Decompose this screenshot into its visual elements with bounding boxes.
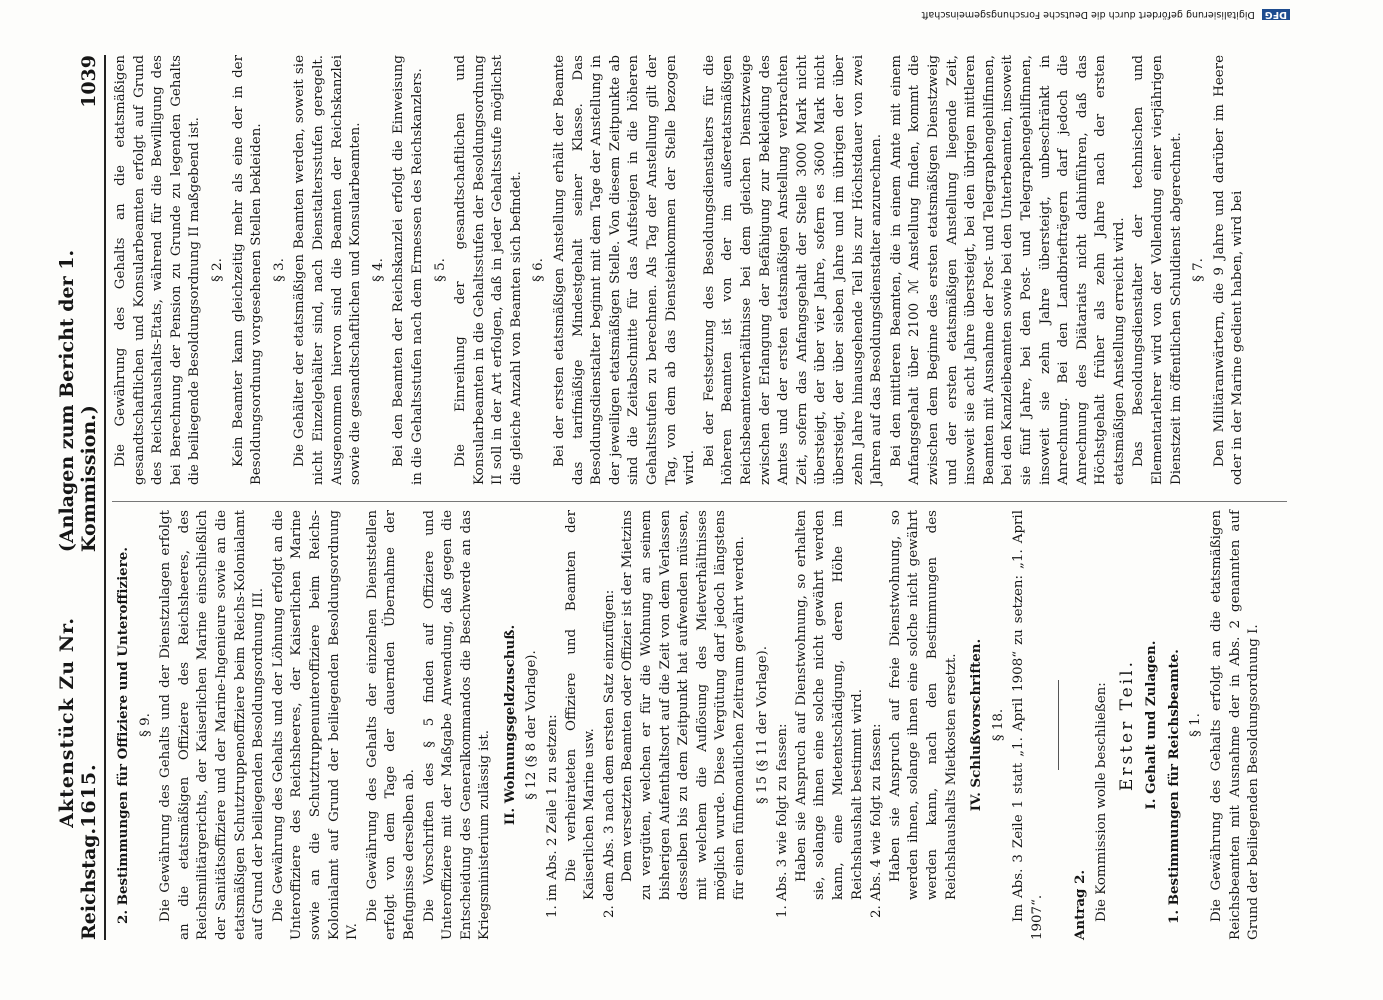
paragraph-2: Kein Beamter kann gleichzeitig mehr als eine der in der Besoldungsordnung vorgesehenen Stellen bekleiden. bbox=[230, 55, 265, 485]
paragraph-6a: Bei der ersten etatsmäßigen Anstellung erhält der Beamte das tarifmäßige Mindestgehalt seiner Klasse. Das Besoldungsdienstalter beginnt mit dem Tage der Anstellung in der jeweiligen etatsmäßigen Stelle. Von diesem Zeitpunkte ab sind die Zeitabschnitte für das Aufsteigen in die höheren Gehaltsstufen zu berechnen. Als Tag der Anstellung gilt der Tag, von dem ab das Diensteinkommen der Stelle bezogen wird. bbox=[552, 55, 698, 485]
paragraph-3: Die Gehälter der etatsmäßigen Beamten werden, soweit sie nicht Einzelgehälter sind, nach Dienstaltersstufen geregelt. Ausgenommen hiervon sind die Beamten der Reichskanzlei sowie die gesandtschaftlichen und Konsularbeamten. bbox=[292, 55, 364, 485]
item-15-1-text: Haben sie Anspruch auf Dienstwohnung, so erhalten sie, solange ihnen eine solche nicht gewährt werden kann, eine Mietentschädigung, deren Höhe im Reichshaushalt bestimmt wird. bbox=[793, 510, 865, 900]
section-iv-heading: IV. Schlußvorschriften. bbox=[968, 638, 985, 812]
paragraph-9a: Die Gewährung des Gehalts und der Dienstzulagen erfolgt an die etatsmäßigen Offiziere des Reichsheeres, des Reichsmilitärgerichts, der Kaiserlichen Marine einschließlich der Sanitätsoffiziere und der Marine-Ingenieure sowie an die etatsmäßigen Schutztruppenoffiziere beim Reichs-Kolonialamt auf Grund der beiliegenden Besoldungsordnung III. bbox=[158, 510, 267, 940]
paragraph-6c: Bei den mittleren Beamten, die in einem Amte mit einem Anfangsgehalt über 2100 ℳ Anstellung finden, kommt die zwischen dem Beginne des ersten etatsmäßigen Dienstzweig und der ersten etatsmäßigen Anstellung liegende Zeit, insoweit sie acht Jahre übersteigt, bei den übrigen mittleren Beamten mit Ausnahme der Post- und Telegraphengehilfinnen, bei den Kanzleibeamten sowie bei den Unterbeamten, insoweit sie fünf Jahre, bei den Post- und Telegraphengehilfinnen, insoweit sie zehn Jahre übersteigt, unbeschränkt in Anrechnung. Bei den Landbriefträgern darf jedoch die Anrechnung des Diätariats nicht dahinführen, daß das Höchstgehalt früher als zehn Jahre nach der ersten etatsmäßigen Anstellung erreicht wird. bbox=[888, 55, 1127, 485]
dfg-logo: DFG bbox=[1262, 9, 1290, 20]
paragraph-6d: Das Besoldungsdienstalter der technischen und Elementarlehrer wird von der Vollendung einer vierjährigen Dienstzeit im öffentlichen Schuldienst abgerechnet. bbox=[1131, 55, 1184, 485]
section-3: § 3. bbox=[271, 258, 287, 282]
item-15-2: 2. Abs. 4 wie folgt zu fassen: bbox=[869, 723, 885, 918]
section-7: § 7. bbox=[1191, 258, 1207, 282]
right-column bbox=[112, 55, 1249, 485]
dfg-credit bbox=[870, 9, 1290, 20]
paragraph-6b: Bei der Festsetzung des Besoldungsdienstalters für die höheren Beamten ist von der im außeretatsmäßigen Reichsbeamtenverhältnisse bei dem gleichen Dienstzweige zwischen der Erlangung der Befähigung zur Bekleidung des Amtes und der ersten etatsmäßigen Anstellung verbrachten Zeit, sofern das Anfangsgehalt der Stelle 3000 Mark nicht übersteigt, der über vier Jahre, sofern es 3600 Mark nicht übersteigt, der über sieben Jahre und im übrigen der über zehn Jahre hinausgehende Teil bis zur Höchstdauer von zwei Jahren auf das Besoldungsdienstalter anzurechnen. bbox=[701, 55, 885, 485]
kommission-text: Die Kommission wolle beschließen: bbox=[1094, 682, 1110, 922]
gehalt-heading: I. Gehalt und Zulagen. bbox=[1143, 640, 1160, 810]
item-12-1: 1. im Abs. 2 Zeile 1 zu setzen: bbox=[545, 714, 561, 918]
paragraph-1b: Die Gewährung des Gehalts an die etatsmäßigen gesandtschaftlichen und Konsularbeamten erfolgt auf Grund des Reichshaushalts-Etats, während für die Bewilligung des bei Berechnung der Pension zu Grunde zu legenden Gehalts die beiliegende Besoldungsordnung II maßgebend ist. bbox=[113, 55, 203, 485]
antrag-heading: Antrag 2. bbox=[1071, 869, 1088, 940]
section-18: § 18. bbox=[990, 708, 1006, 742]
page-header bbox=[56, 55, 106, 940]
paragraph-7: Den Militäranwärtern, die 9 Jahre und darüber im Heere oder in der Marine gedient haben, wird bei bbox=[1211, 55, 1246, 485]
paragraph-18: Im Abs. 3 Zeile 1 statt „1. April 1908“ zu setzen: „1. April 1907“. bbox=[1011, 510, 1045, 940]
paragraph-5: Die Einreihung der gesandtschaftlichen und Konsularbeamten in die Gehaltsstufen der Besoldungsordnung II soll in der Art erfolgen, daß in jeder Gehaltsstufe möglichst die gleiche Anzahl von Beamten sich befindet. bbox=[453, 55, 524, 485]
section-9: § 9. bbox=[137, 713, 153, 737]
section-5: § 5. bbox=[432, 258, 448, 282]
section-ii-heading: II. Wohnungsgeldzuschuß. bbox=[501, 624, 518, 826]
paragraph-4: Bei den Beamten der Reichskanzlei erfolgt die Einweisung in die Gehaltsstufen nach dem Ermessen des Reichskanzlers. bbox=[391, 55, 425, 485]
erster-teil-heading: Erster Teil. bbox=[1116, 658, 1137, 792]
item-15-2-text: Haben sie Anspruch auf freie Dienstwohnung, so werden ihnen, solange ihnen eine solche nicht gewährt werden kann, nach den Bestimmungen des Reichshaushalts Mietkosten ersetzt. bbox=[887, 510, 959, 900]
header-left: Reichstag. bbox=[78, 827, 100, 940]
item-15-1: 1. Abs. 3 wie folgt zu fassen: bbox=[775, 723, 791, 918]
section-12: § 12 (§ 8 der Vorlage). bbox=[524, 650, 540, 800]
paragraph-1: Die Gewährung des Gehalts erfolgt an die etatsmäßigen Reichsbeamten mit Ausnahme der in Abs. 2 genannten auf Grund der beiliegenden Besoldungsordnung I. bbox=[1209, 510, 1262, 940]
column-divider bbox=[112, 501, 1287, 502]
section-6: § 6. bbox=[531, 258, 547, 282]
heading-offiziere: 2. Bestimmungen für Offiziere und Unteroffiziere. bbox=[115, 547, 131, 924]
reichsbeamte-heading: 1. Bestimmungen für Reichsbeamte. bbox=[1165, 649, 1182, 924]
paragraph-9d: Die Vorschriften des § 5 finden auf Offiziere und Unteroffiziere mit der Maßgabe Anwendung, daß gegen die Entscheidung des Generalkommandos die Beschwerde an das Kriegsministerium zulässig ist. bbox=[421, 510, 493, 940]
divider bbox=[1058, 680, 1059, 770]
dfg-credit-text: Digitalisierung gefördert durch die Deutsche Forschungsgemeinschaft bbox=[921, 9, 1255, 20]
item-12-2-text: Dem versetzten Beamten oder Offizier ist der Mietzins zu vergüten, welchen er für die Wohnung an seinem bisherigen Aufenthaltsort auf die Zeit von dem Verlassen desselben bis zu dem Zeitpunkt hat aufwenden müssen, mit welchem die Auflösung des Mietverhältnisses möglich wurde. Diese Vergütung darf jedoch längstens für einen fünfmonatlichen Zeitraum gewährt werden. bbox=[620, 510, 747, 900]
section-1: § 1. bbox=[1188, 713, 1204, 737]
header-center: Aktenstück Zu Nr. 1615. bbox=[56, 617, 100, 828]
header-right: (Anlagen zum Bericht der 1. Kommission.) bbox=[56, 249, 100, 553]
item-12-2: 2. dem Abs. 3 nach dem ersten Satz einzufügen: bbox=[601, 589, 617, 918]
paragraph-9b: Die Gewährung des Gehalts und der Löhnung erfolgt an die Unteroffiziere des Reichsheeres, der Kaiserlichen Marine sowie an die Schutztruppenunteroffiziere beim Reichs-Kolonialamt auf Grund der beiliegenden Besoldungsordnung IV. bbox=[270, 510, 361, 940]
section-4: § 4. bbox=[370, 258, 386, 282]
page-number: 1039 bbox=[78, 55, 100, 108]
section-15: § 15 (§ 11 der Vorlage). bbox=[754, 645, 770, 805]
item-12-1-text: Die verheirateten Offiziere und Beamten der Kaiserlichen Marine usw. bbox=[563, 510, 598, 900]
left-column bbox=[112, 510, 1265, 940]
section-2: § 2. bbox=[209, 258, 225, 282]
paragraph-9c: Die Gewährung des Gehalts der einzelnen Dienststellen erfolgt von dem Tage der dauernden Übernahme der Befugnisse derselben ab. bbox=[364, 510, 417, 940]
